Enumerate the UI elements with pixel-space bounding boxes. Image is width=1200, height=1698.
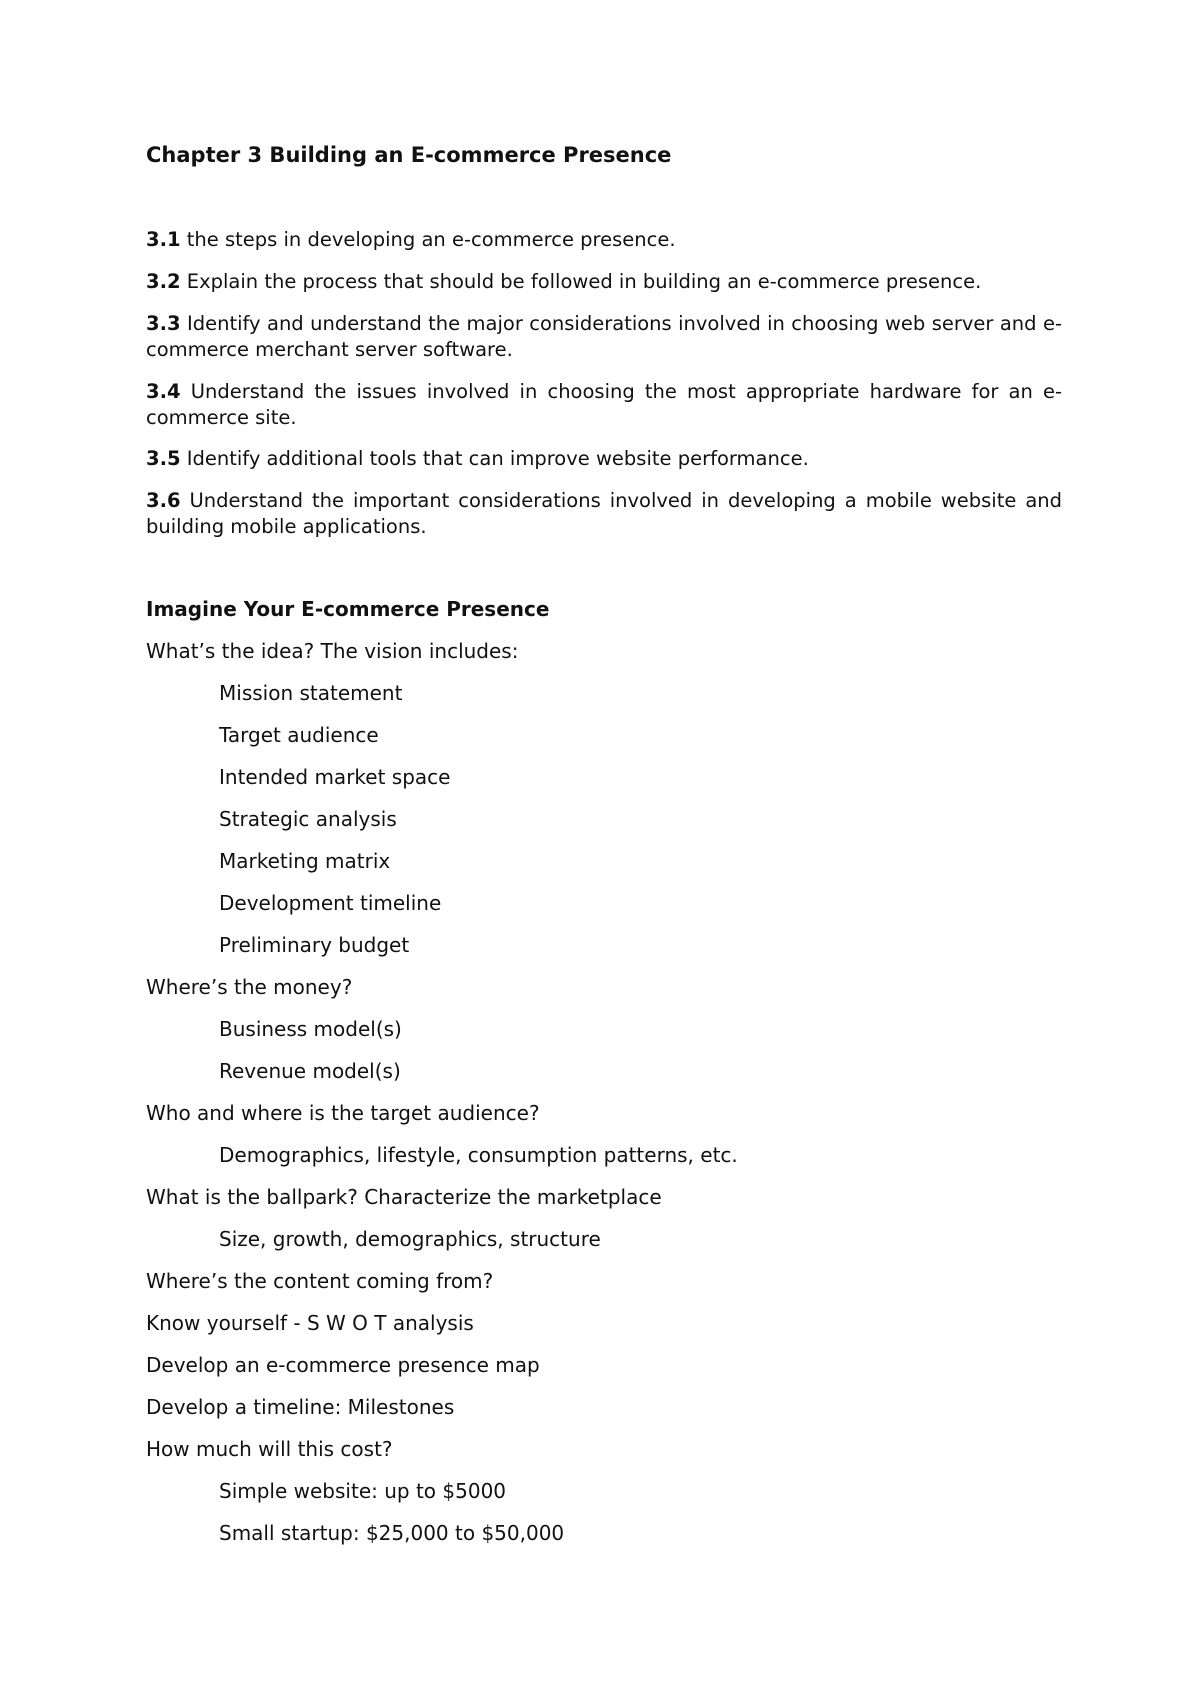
objective-number: 3.5 <box>146 447 181 470</box>
list-item: Revenue model(s) <box>219 1059 401 1083</box>
objective-3-2 <box>146 269 1062 295</box>
objective-text: Understand the issues involved in choosing the most appropriate hardware for an e-commerce site. <box>146 380 1063 429</box>
list-item: Demographics, lifestyle, consumption patterns, etc. <box>219 1143 738 1167</box>
document-page <box>146 0 1062 1698</box>
question-line: Know yourself - S W O T analysis <box>146 1311 474 1335</box>
list-item: Strategic analysis <box>219 807 397 831</box>
objective-text: Identify and understand the major considerations involved in choosing web server and e-commerce merchant server software. <box>146 312 1062 361</box>
objective-text: Understand the important considerations involved in developing a mobile website and building mobile applications. <box>146 489 1063 538</box>
list-item: Mission statement <box>219 681 403 705</box>
list-item: Intended market space <box>219 765 451 789</box>
list-item: Marketing matrix <box>219 849 391 873</box>
list-item: Preliminary budget <box>219 933 410 957</box>
objective-text: Identify additional tools that can improve website performance. <box>186 447 809 470</box>
question-line: Who and where is the target audience? <box>146 1101 540 1125</box>
question-line: Where’s the content coming from? <box>146 1269 494 1293</box>
section-title: Imagine Your E-commerce Presence <box>146 597 550 621</box>
objective-3-3 <box>146 311 1062 363</box>
objective-3-4 <box>146 379 1062 431</box>
objective-3-1 <box>146 227 1062 253</box>
list-item: Simple website: up to $5000 <box>219 1479 507 1503</box>
list-item: Small startup: $25,000 to $50,000 <box>219 1521 565 1545</box>
question-line: What is the ballpark? Characterize the marketplace <box>146 1185 662 1209</box>
objective-text: the steps in developing an e-commerce presence. <box>186 228 676 251</box>
objective-3-6 <box>146 488 1062 540</box>
question-line: What’s the idea? The vision includes: <box>146 639 519 663</box>
chapter-title: Chapter 3 Building an E-commerce Presence <box>146 143 672 167</box>
objective-text: Explain the process that should be followed in building an e-commerce presence. <box>186 270 982 293</box>
question-line: Where’s the money? <box>146 975 353 999</box>
list-item: Size, growth, demographics, structure <box>219 1227 601 1251</box>
objective-number: 3.1 <box>146 228 181 251</box>
objective-number: 3.4 <box>146 380 181 403</box>
objective-number: 3.6 <box>146 489 181 512</box>
objective-number: 3.2 <box>146 270 181 293</box>
objective-3-5 <box>146 446 1062 472</box>
question-line: How much will this cost? <box>146 1437 393 1461</box>
question-line: Develop an e-commerce presence map <box>146 1353 540 1377</box>
list-item: Business model(s) <box>219 1017 402 1041</box>
list-item: Target audience <box>219 723 379 747</box>
question-line: Develop a timeline: Milestones <box>146 1395 455 1419</box>
list-item: Development timeline <box>219 891 442 915</box>
objective-number: 3.3 <box>146 312 181 335</box>
